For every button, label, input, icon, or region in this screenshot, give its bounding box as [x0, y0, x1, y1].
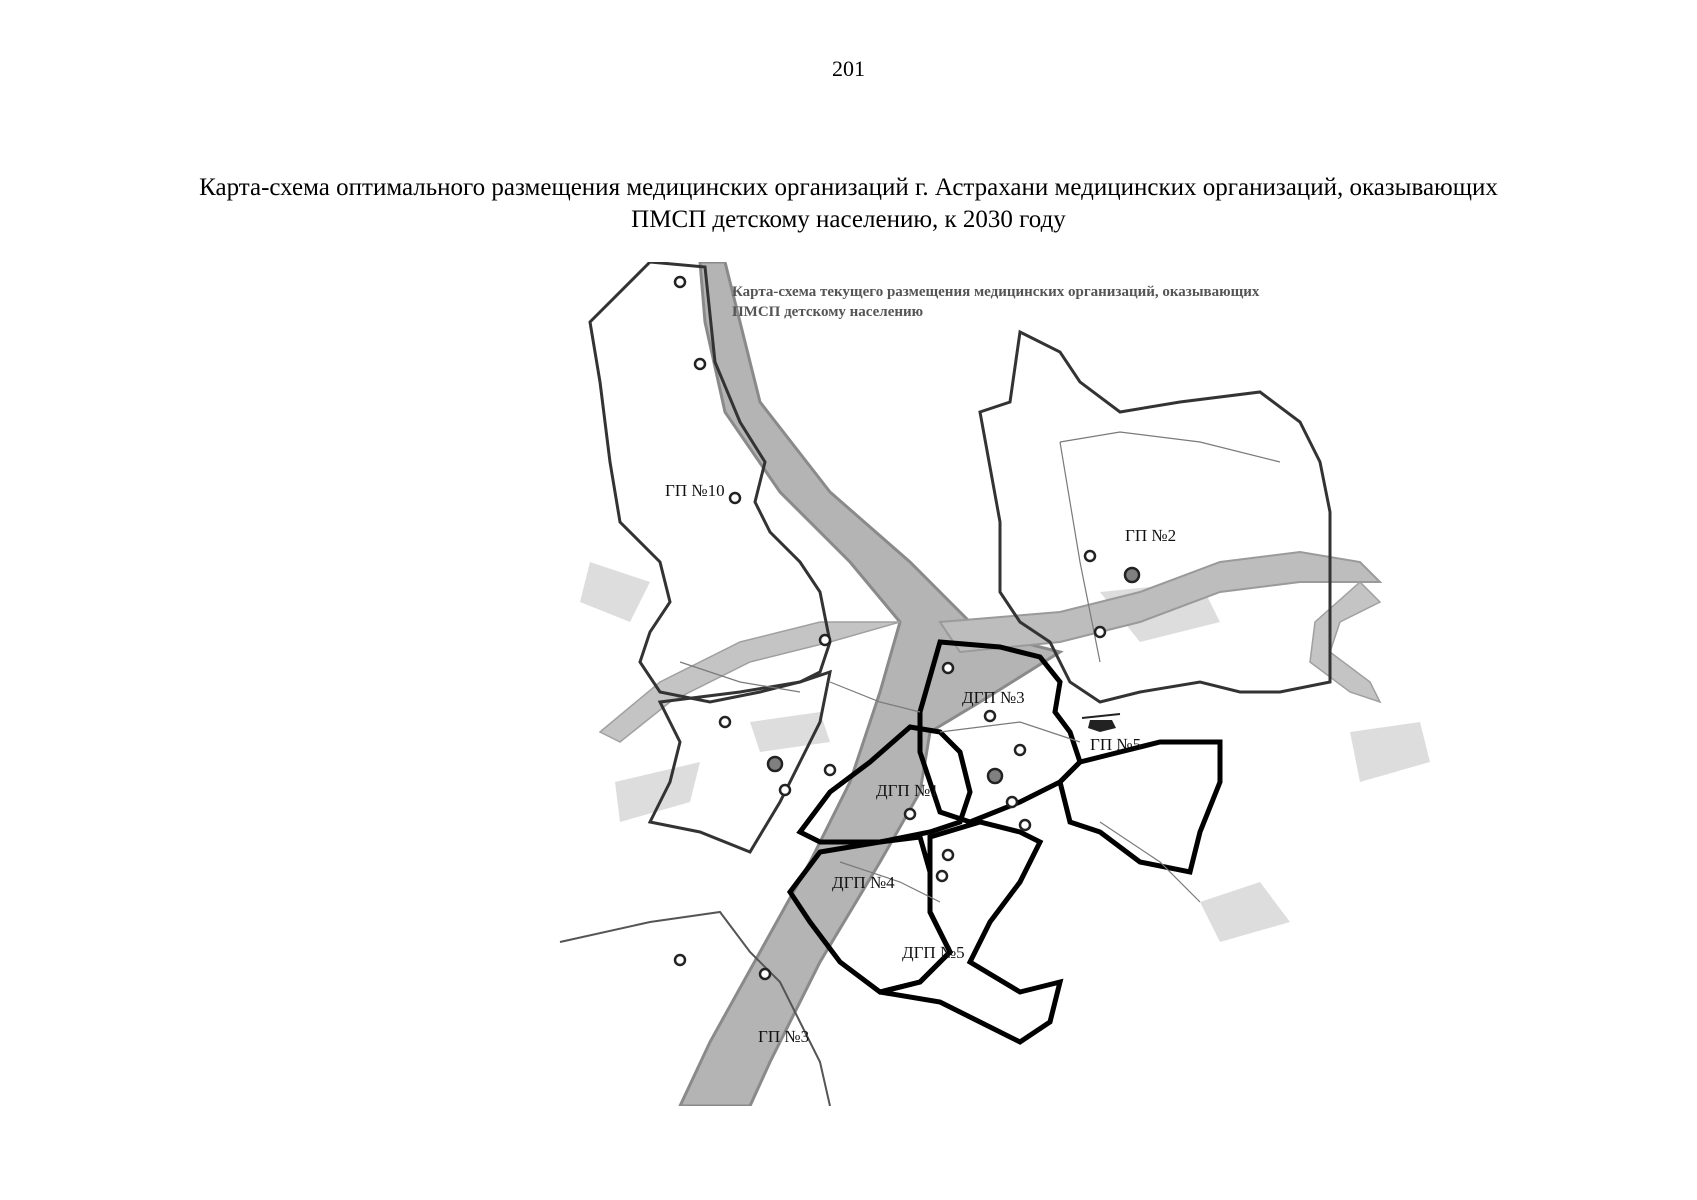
inset-title-line-2: ПМСП детскому населению — [732, 304, 924, 320]
page-number: 201 — [832, 56, 865, 81]
facility-marker — [1020, 820, 1030, 830]
facility-marker — [825, 765, 835, 775]
facility-marker — [1095, 627, 1105, 637]
inset-title-line-1: Карта-схема текущего размещения медицинских организаций, оказывающих — [732, 284, 1260, 300]
map-canvas — [500, 262, 1440, 1106]
map-figure — [500, 262, 1440, 1106]
zone-label-gp2: ГП №2 — [1125, 526, 1177, 545]
facility-marker — [760, 969, 770, 979]
facility-marker — [1085, 551, 1095, 561]
zone-label-gp3: ГП №3 — [758, 1027, 810, 1046]
facility-marker — [675, 955, 685, 965]
zone-label-dgp4: ДГП №4 — [832, 873, 895, 892]
document-title — [60, 172, 1637, 236]
zone-label-dgp3: ДГП №3 — [962, 688, 1025, 707]
facility-marker — [675, 277, 685, 287]
facility-marker — [1015, 745, 1025, 755]
facility-marker — [820, 635, 830, 645]
facility-marker — [730, 493, 740, 503]
facility-marker — [937, 871, 947, 881]
zone-label-dgp5: ДГП №5 — [902, 943, 965, 962]
main-facility-marker — [988, 769, 1002, 783]
facility-marker — [780, 785, 790, 795]
facility-marker — [985, 711, 995, 721]
facility-marker — [695, 359, 705, 369]
zone-label-gp10: ГП №10 — [665, 481, 725, 500]
facility-marker — [943, 663, 953, 673]
document-title-line-1: Карта-схема оптимального размещения медицинских организаций г. Астрахани медицинских организаций, оказывающих — [199, 174, 1498, 201]
main-facility-marker — [1125, 568, 1139, 582]
facility-marker — [943, 850, 953, 860]
facility-marker — [905, 809, 915, 819]
facility-marker — [1007, 797, 1017, 807]
zone-label-gp5: ГП №5 — [1090, 735, 1142, 754]
document-title-line-2: ПМСП детскому населению, к 2030 году — [631, 206, 1066, 233]
zone-label-dgp1: ДГП №1 — [876, 781, 939, 800]
facility-marker — [720, 717, 730, 727]
main-facility-marker — [768, 757, 782, 771]
